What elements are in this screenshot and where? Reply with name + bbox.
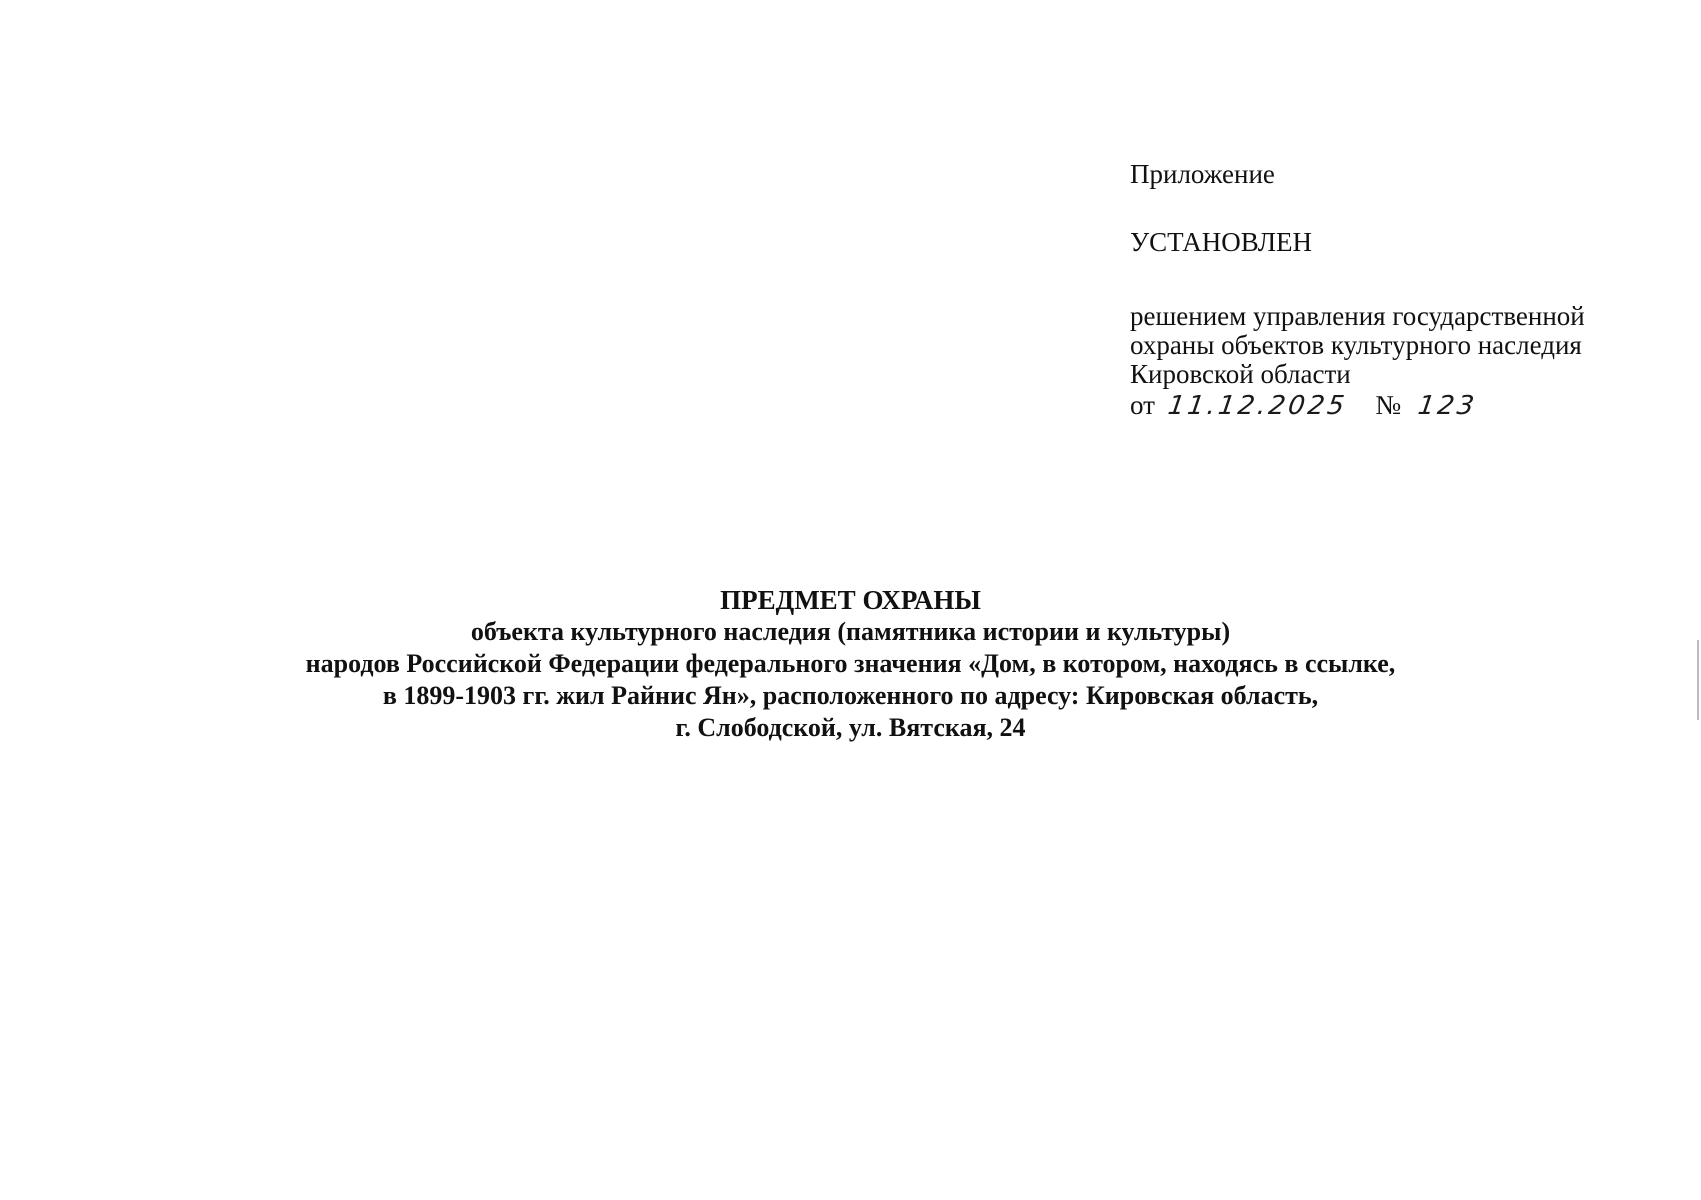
scan-edge-mark [1697,640,1699,720]
title-line: народов Российской Федерации федерального значения «Дом, в котором, находясь в ссылке, [305,649,1396,678]
decision-text [1130,302,1650,421]
handwritten-date: 11.12.2025 [1165,391,1349,421]
appendix-label: Приложение [1130,159,1275,189]
decision-line: Кировской области [1130,359,1351,389]
decision-line: решением управления государственной [1130,301,1585,331]
document-title-block [0,584,1701,744]
decision-line: охраны объектов культурного наследия [1130,330,1582,360]
title-line: в 1899-1903 гг. жил Райнис Ян», расположенного по адресу: Кировская область, [382,681,1319,710]
date-prefix: от [1130,390,1155,420]
title-line: г. Слободской, ул. Вятская, 24 [675,713,1026,742]
date-number-line [1130,391,1650,421]
handwritten-number: 123 [1415,391,1479,421]
approval-block [1130,160,1650,421]
established-label: УСТАНОВЛЕН [1130,227,1313,257]
title-line: объекта культурного наследия (памятника истории и культуры) [470,617,1231,646]
document-heading: ПРЕДМЕТ ОХРАНЫ [720,585,981,615]
number-sign: № [1375,390,1402,420]
